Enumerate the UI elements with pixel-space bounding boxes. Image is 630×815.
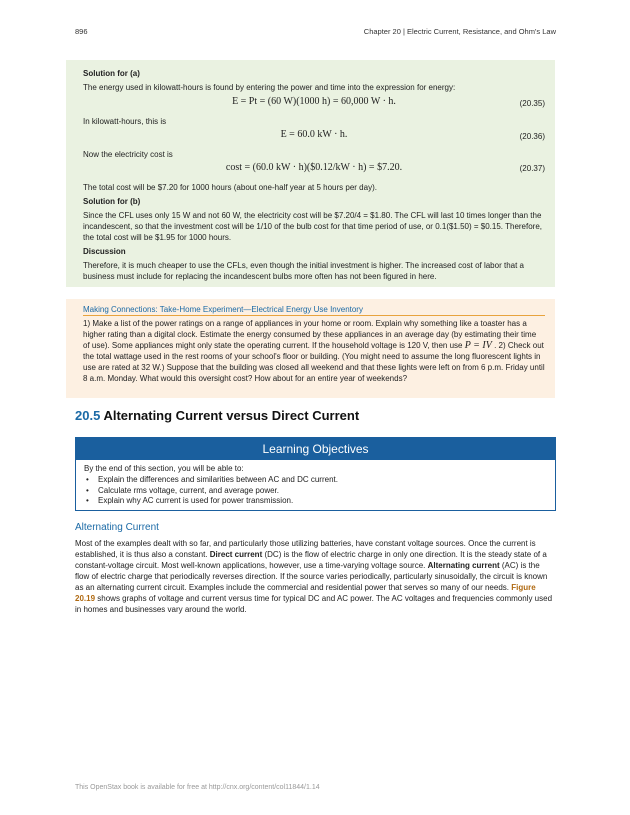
section-number: 20.5	[75, 408, 101, 423]
equation-number: (20.37)	[519, 164, 545, 173]
equation-20-36	[83, 129, 545, 143]
equation-number: (20.35)	[519, 99, 545, 108]
equation-20-35	[83, 96, 545, 110]
section-title: Alternating Current versus Direct Current	[103, 408, 360, 423]
solution-b-text: Since the CFL uses only 15 W and not 60 W, the electricity cost will be $7.20/4 = $1.80. The CFL will last 10 times longer than the incandescent, so that the investment cost will be 1/10 of the bulb cost for that time period of use, or 0.1($1.50) = $0.15. Therefore, the total cost will be $1.95 for 1000 hours.	[83, 211, 543, 242]
figure-link[interactable]: Figure 20.19	[75, 583, 536, 603]
subsection-heading: Alternating Current	[75, 522, 159, 533]
para-text: (DC) is the flow of electric charge in only one direction. It is the steady state of a constant-voltage circuit. Most well-known applications, however, use a time-varying voltage source.	[75, 550, 547, 570]
solution-a-intro: The energy used in kilowatt-hours is found by entering the power and time into the expression for energy:	[83, 83, 456, 92]
page-number: 896	[75, 27, 88, 36]
section-heading	[75, 410, 359, 421]
objective-item: • Explain why AC current is used for power transmission.	[98, 496, 338, 507]
learning-objectives-box	[75, 437, 556, 511]
equation-text: E = Pt = (60 W)(1000 h) = 60,000 W · h.	[232, 96, 396, 107]
discussion-heading: Discussion	[83, 247, 126, 256]
making-connections-text	[83, 318, 545, 384]
solution-a-heading: Solution for (a)	[83, 69, 140, 78]
discussion-text: Therefore, it is much cheaper to use the CFLs, even though the initial investment is higher. The increased cost of labor that a business must include for replacing the incandescent bulbs more often has not been figured in here.	[83, 261, 524, 281]
formula-p-iv: P = IV	[464, 340, 492, 351]
equation-20-37	[83, 162, 545, 176]
para-text: Most of the examples dealt with so far, and particularly those utilizing batteries, have constant voltage sources. Once the current is established, it is thus also a constant.	[75, 539, 536, 559]
learning-objectives-header: Learning Objectives	[76, 438, 555, 460]
example-box	[66, 60, 555, 287]
term-alternating-current: Alternating current	[427, 561, 500, 570]
cost-intro: Now the electricity cost is	[83, 150, 173, 159]
equation-text: E = 60.0 kW · h.	[280, 129, 348, 140]
divider	[83, 315, 545, 316]
alternating-current-paragraph	[75, 538, 555, 615]
making-connections-box	[66, 299, 555, 398]
objective-item: • Explain the differences and similarities between AC and DC current.	[98, 475, 338, 486]
equation-number: (20.36)	[519, 132, 545, 141]
making-connections-title: Making Connections: Take-Home Experiment—Electrical Energy Use Inventory	[83, 305, 363, 314]
footer-text: This OpenStax book is available for free at http://cnx.org/content/col11844/1.14	[75, 784, 320, 791]
para-text: (AC) is the flow of electric charge that periodically reverses direction. If the source varies periodically, particularly sinusoidally, the circuit is known as an alternating current circuit. Examples include the commercial and residential power that serves so many of our needs.	[75, 561, 548, 592]
term-direct-current: Direct current	[209, 550, 263, 559]
solution-b-heading: Solution for (b)	[83, 197, 141, 206]
para-text: shows graphs of voltage and current versus time for typical DC and AC power. The AC voltages and frequencies commonly used in homes and businesses vary around the world.	[75, 594, 553, 614]
kwh-intro: In kilowatt-hours, this is	[83, 117, 167, 126]
equation-text: cost = (60.0 kW · h)($0.12/kW · h) = $7.20.	[225, 162, 403, 173]
total-cost-text: The total cost will be $7.20 for 1000 hours (about one-half year at 5 hours per day).	[83, 183, 377, 192]
learning-objectives-intro: By the end of this section, you will be able to:	[84, 464, 244, 473]
learning-objectives-list	[98, 475, 338, 507]
running-title: Chapter 20 | Electric Current, Resistance, and Ohm's Law	[363, 27, 556, 36]
connection-text-part1: 1) Make a list of the power ratings on a range of appliances in your home or room. Explain why something like a toaster has a higher rating than a digital clock. Estimate the energy consumed by these appliances in an average day (by estimating their time of use). Some appliances might only state the operating current. If the household voltage is 120 V, then use	[83, 319, 537, 350]
objective-item: • Calculate rms voltage, current, and average power.	[98, 486, 338, 497]
connection-text-part2: . 2) Check out the total wattage used in the rest rooms of your school's floor or building. (You might need to assume the long fluorescent lights in use are rated at 32 W.) Suppose that the building was closed all weekend and that these lights were left on from 6 p.m. Friday until 8 a.m. Monday. What would this oversight cost? How about for an entire year of weekends?	[83, 341, 545, 383]
